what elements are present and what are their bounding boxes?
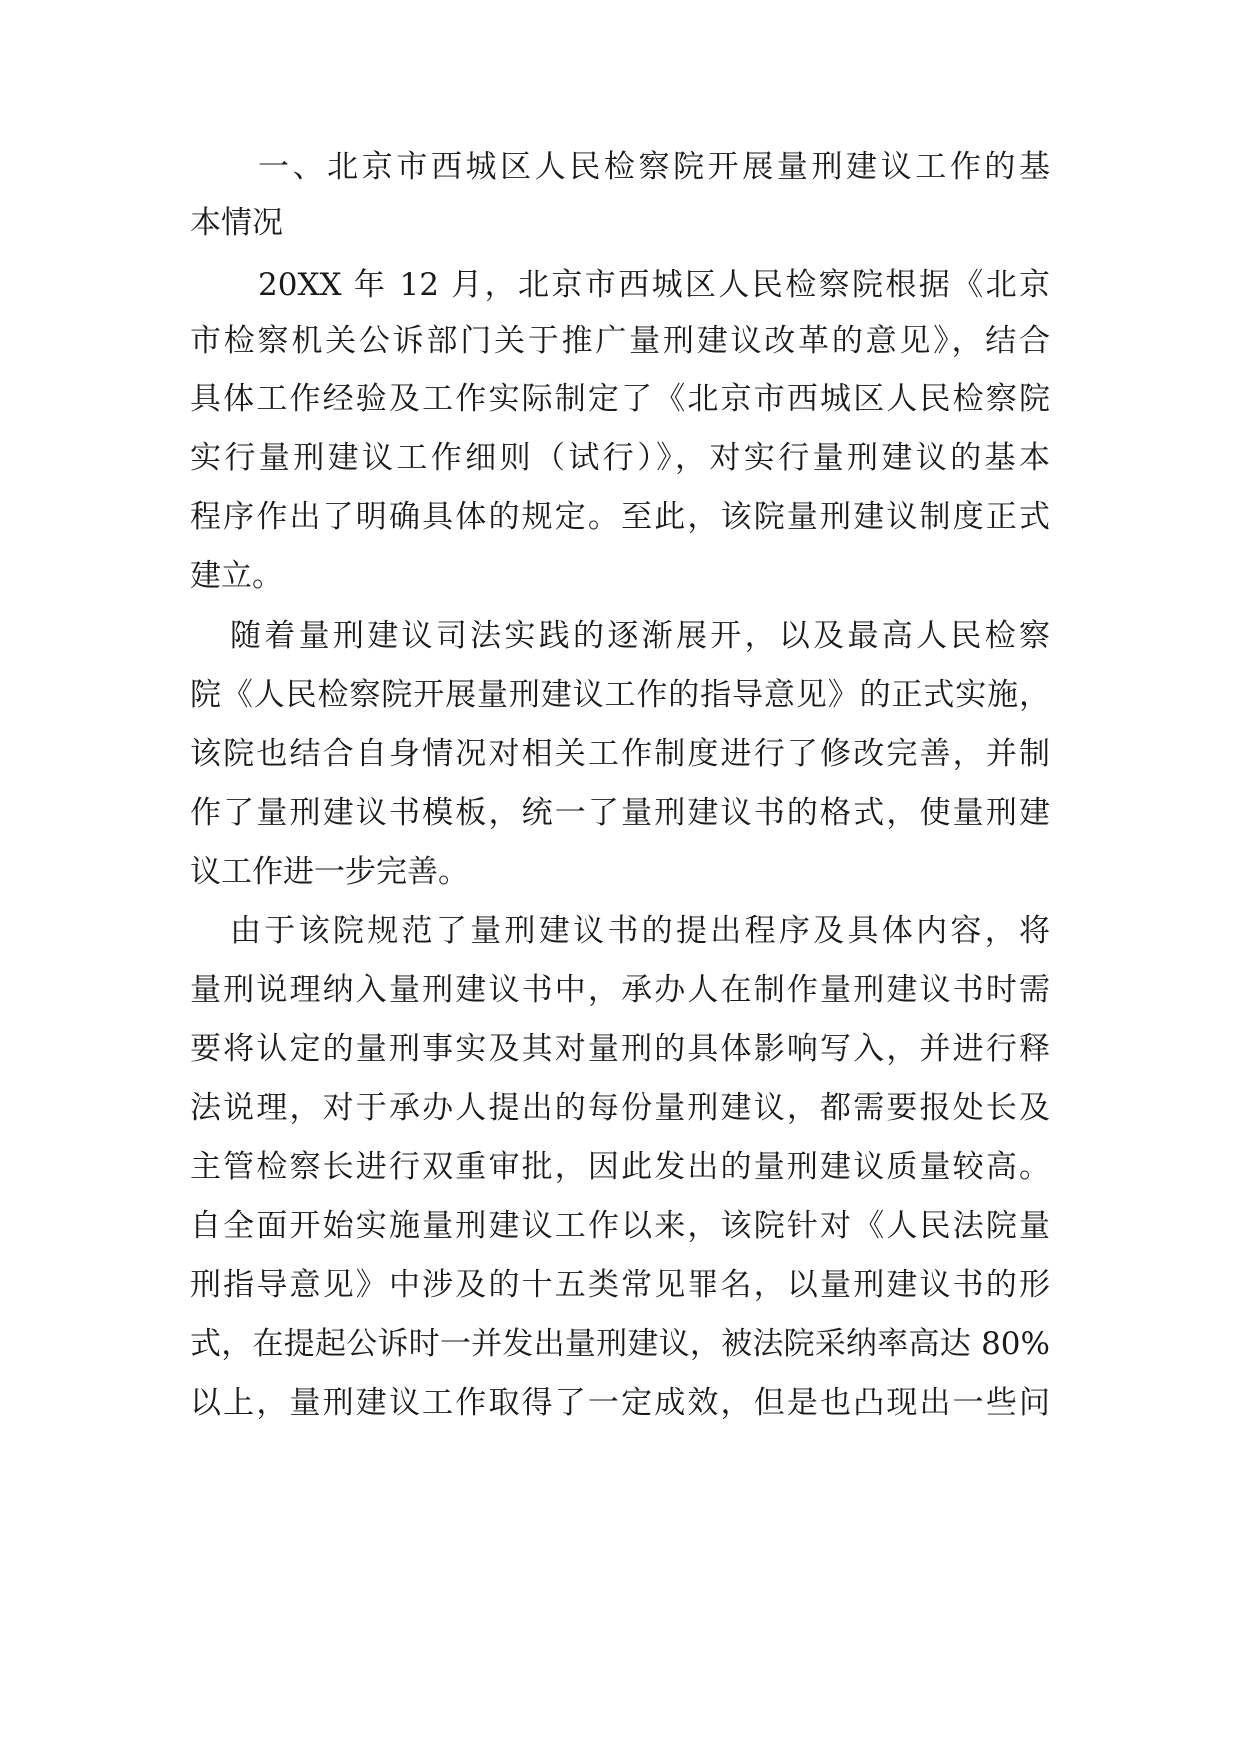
heading-line-2: 本情况: [190, 205, 283, 241]
paragraph-3-line-1: 由于该院规范了量刑建议书的提出程序及具体内容，将: [230, 913, 1050, 949]
paragraph-3-line-2: 量刑说理纳入量刑建议书中，承办人在制作量刑建议书时需: [190, 972, 1050, 1008]
paragraph-1-line-1: 20XX 年 12 月，北京市西城区人民检察院根据《北京: [258, 267, 1050, 303]
paragraph-2-line-3: 该院也结合自身情况对相关工作制度进行了修改完善，并制: [190, 736, 1050, 772]
heading-line-1: 一、北京市西城区人民检察院开展量刑建议工作的基: [258, 149, 1050, 185]
paragraph-1-line-4: 实行量刑建议工作细则（试行）》，对实行量刑建议的基本: [190, 440, 1050, 476]
paragraph-2-line-2: 院《人民检察院开展量刑建议工作的指导意见》的正式实施，: [190, 677, 1050, 713]
paragraph-3-line-4: 法说理，对于承办人提出的每份量刑建议，都需要报处长及: [190, 1090, 1050, 1126]
paragraph-1-line-6: 建立。: [190, 558, 283, 594]
paragraph-3-line-6: 自全面开始实施量刑建议工作以来，该院针对《人民法院量: [190, 1208, 1050, 1244]
paragraph-2-line-4: 作了量刑建议书模板，统一了量刑建议书的格式，使量刑建: [190, 795, 1050, 831]
paragraph-2-line-5: 议工作进一步完善。: [190, 854, 469, 890]
paragraph-1-line-2: 市检察机关公诉部门关于推广量刑建议改革的意见》，结合: [190, 323, 1050, 359]
paragraph-1-line-3: 具体工作经验及工作实际制定了《北京市西城区人民检察院: [190, 381, 1050, 417]
paragraph-3-line-3: 要将认定的量刑事实及其对量刑的具体影响写入，并进行释: [190, 1031, 1050, 1067]
paragraph-1-line-5: 程序作出了明确具体的规定。至此，该院量刑建议制度正式: [190, 499, 1050, 535]
paragraph-2-line-1: 随着量刑建议司法实践的逐渐展开，以及最高人民检察: [230, 618, 1050, 654]
paragraph-3-line-9: 以上，量刑建议工作取得了一定成效，但是也凸现出一些问: [190, 1385, 1050, 1421]
paragraph-3-line-7: 刑指导意见》中涉及的十五类常见罪名，以量刑建议书的形: [190, 1267, 1050, 1303]
paragraph-3-line-8: 式，在提起公诉时一并发出量刑建议，被法院采纳率高达 80%: [190, 1326, 1050, 1362]
paragraph-3-line-5: 主管检察长进行双重审批，因此发出的量刑建议质量较高。: [190, 1149, 1050, 1185]
